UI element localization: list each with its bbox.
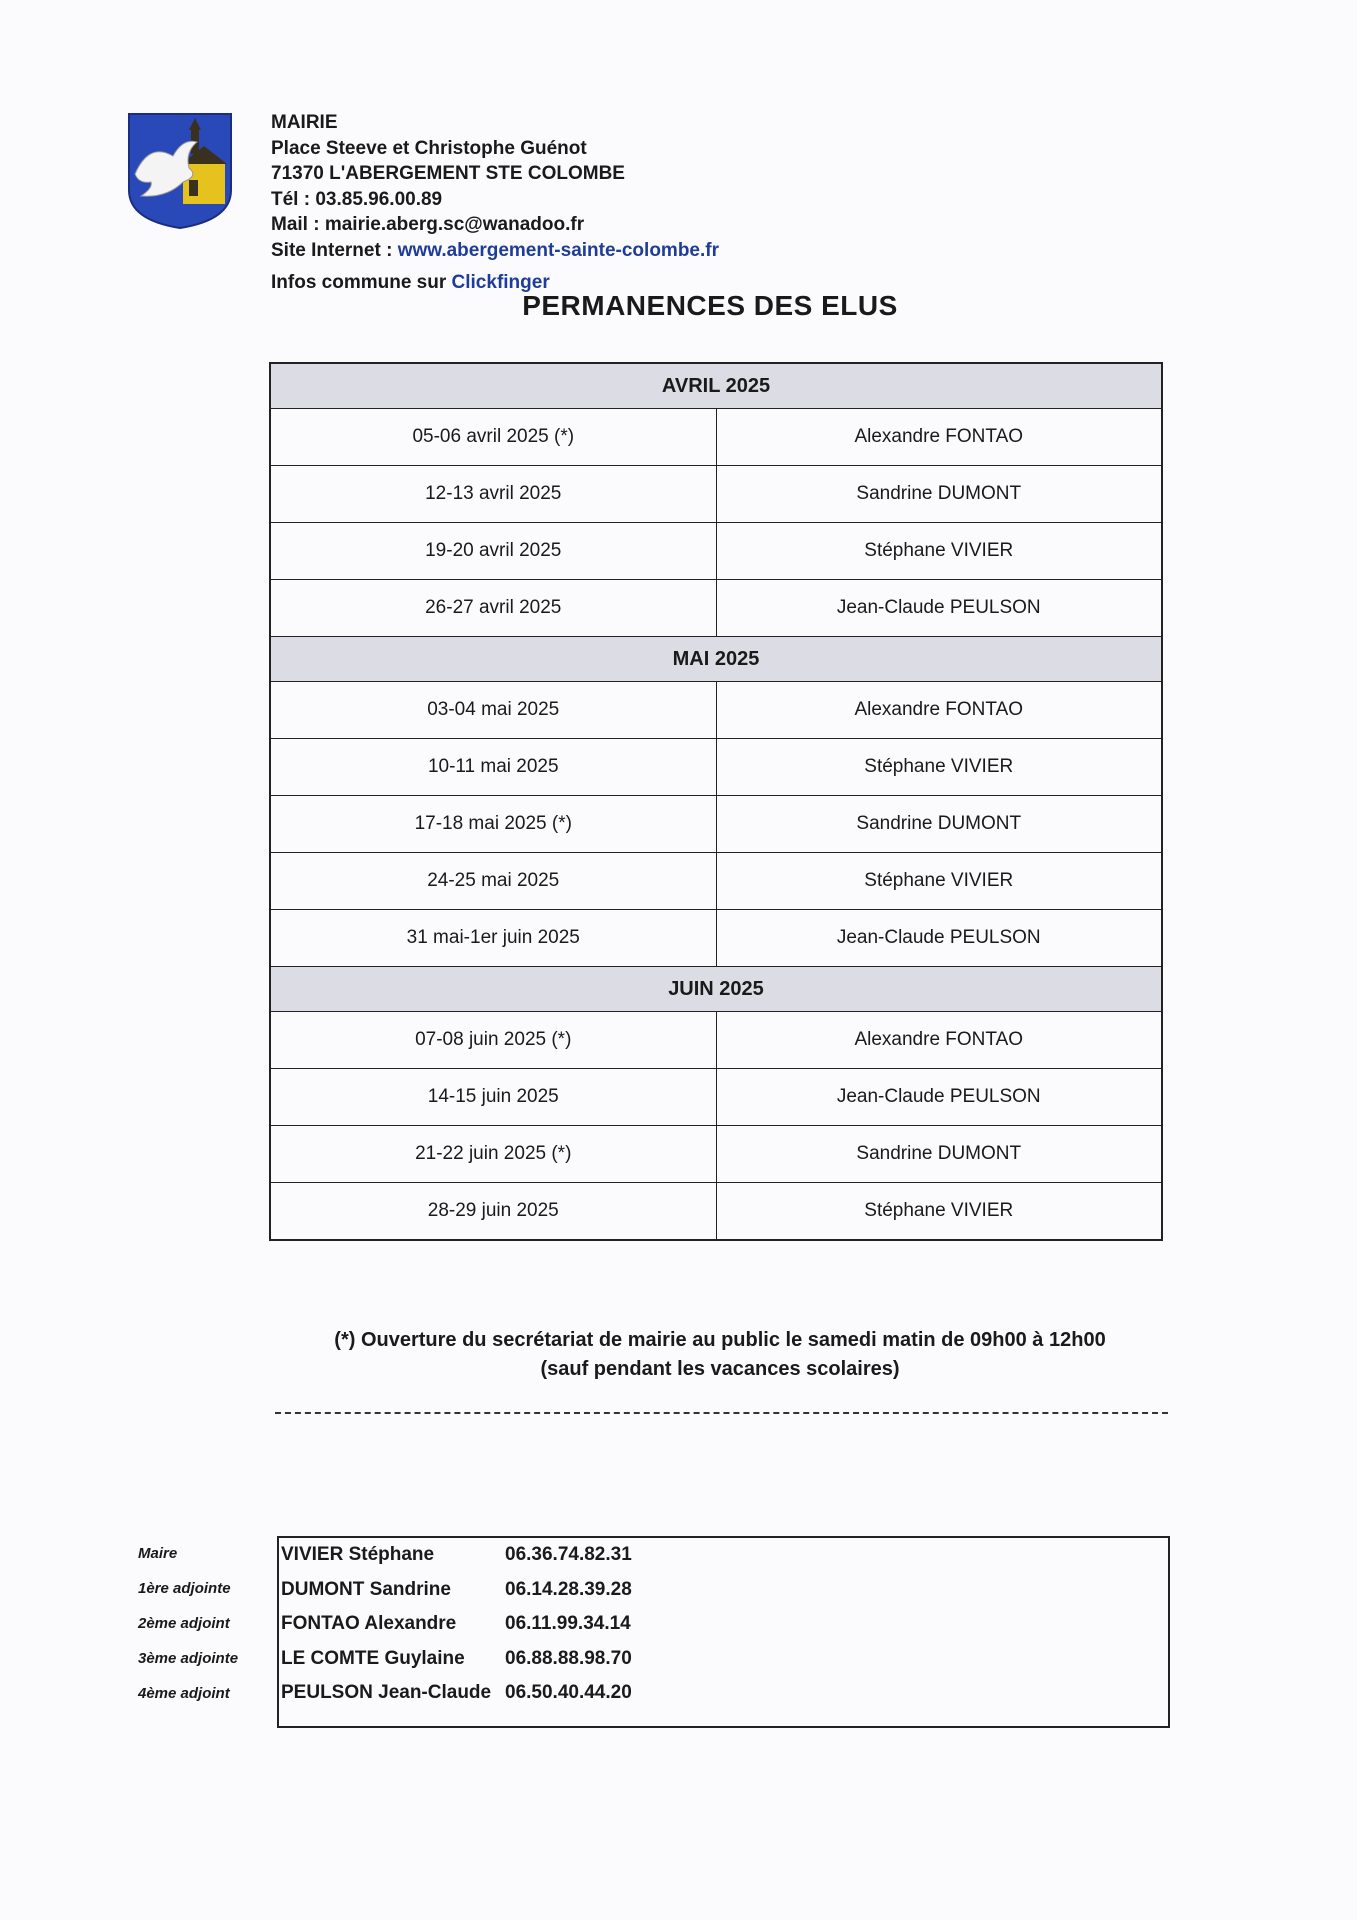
- month-label: MAI 2025: [270, 637, 1162, 682]
- header-city: 71370 L'ABERGEMENT STE COLOMBE: [271, 163, 625, 184]
- contact-row: [279, 1607, 1168, 1642]
- contact-phone: 06.50.40.44.20: [505, 1682, 632, 1703]
- name-cell: Sandrine DUMONT: [716, 466, 1162, 523]
- role-label: 1ère adjointe: [138, 1580, 231, 1597]
- role-label: Maire: [138, 1545, 178, 1562]
- contact-phone: 06.11.99.34.14: [505, 1613, 631, 1634]
- name-cell: Stéphane VIVIER: [716, 853, 1162, 910]
- table-row: [270, 1012, 1162, 1069]
- dashed-divider: [275, 1412, 1168, 1414]
- name-cell: Sandrine DUMONT: [716, 1126, 1162, 1183]
- date-cell: 28-29 juin 2025: [270, 1183, 716, 1241]
- contact-row: [279, 1676, 1168, 1711]
- header-address: Place Steeve et Christophe Guénot: [271, 137, 587, 159]
- date-cell: 24-25 mai 2025: [270, 853, 716, 910]
- name-cell: Alexandre FONTAO: [716, 682, 1162, 739]
- contact-phone: 06.14.28.39.28: [505, 1578, 632, 1600]
- clickfinger-link[interactable]: Clickfinger: [451, 272, 550, 293]
- table-row: [270, 1126, 1162, 1183]
- date-cell: 17-18 mai 2025 (*): [270, 796, 716, 853]
- date-cell: 14-15 juin 2025: [270, 1069, 716, 1126]
- date-cell: 07-08 juin 2025 (*): [270, 1012, 716, 1069]
- name-cell: Stéphane VIVIER: [716, 1183, 1162, 1241]
- month-header-row: [270, 967, 1162, 1012]
- contact-row: [279, 1538, 1168, 1573]
- header-infos: Infos commune sur Clickfinger: [271, 272, 550, 293]
- table-row: [270, 523, 1162, 580]
- contact-phone: 06.88.88.98.70: [505, 1647, 632, 1669]
- month-label: JUIN 2025: [270, 967, 1162, 1012]
- note-line-2: (sauf pendant les vacances scolaires): [540, 1358, 900, 1380]
- contact-name: LE COMTE Guylaine: [281, 1647, 465, 1669]
- name-cell: Jean-Claude PEULSON: [716, 910, 1162, 967]
- page-title: PERMANENCES DES ELUS: [522, 290, 898, 321]
- header-mail: Mail : mairie.aberg.sc@wanadoo.fr: [271, 214, 585, 235]
- month-header-row: [270, 637, 1162, 682]
- date-cell: 19-20 avril 2025: [270, 523, 716, 580]
- date-cell: 21-22 juin 2025 (*): [270, 1126, 716, 1183]
- header-tel: Tél : 03.85.96.00.89: [271, 188, 443, 210]
- date-cell: 05-06 avril 2025 (*): [270, 409, 716, 466]
- role-label: 4ème adjoint: [138, 1685, 230, 1702]
- coat-of-arms-logo: [127, 112, 233, 230]
- month-label: AVRIL 2025: [270, 363, 1162, 409]
- contact-row: [279, 1573, 1168, 1608]
- website-link[interactable]: www.abergement-sainte-colombe.fr: [397, 239, 719, 261]
- opening-hours-note: [300, 1326, 1140, 1384]
- schedule-table: [269, 362, 1163, 1241]
- table-row: [270, 910, 1162, 967]
- header-site: Site Internet : www.abergement-sainte-colombe.fr: [271, 239, 719, 261]
- table-row: [270, 853, 1162, 910]
- mail-address: mairie.aberg.sc@wanadoo.fr: [324, 214, 585, 235]
- contact-name: PEULSON Jean-Claude: [281, 1682, 492, 1703]
- name-cell: Stéphane VIVIER: [716, 739, 1162, 796]
- date-cell: 12-13 avril 2025: [270, 466, 716, 523]
- table-row: [270, 1183, 1162, 1241]
- table-row: [270, 466, 1162, 523]
- tel-number: 03.85.96.00.89: [315, 188, 443, 210]
- table-row: [270, 1069, 1162, 1126]
- name-cell: Jean-Claude PEULSON: [716, 1069, 1162, 1126]
- name-cell: Alexandre FONTAO: [716, 1012, 1162, 1069]
- name-cell: Alexandre FONTAO: [716, 409, 1162, 466]
- town-hall-header: [271, 110, 719, 296]
- roles-column: [138, 1541, 238, 1716]
- name-cell: Sandrine DUMONT: [716, 796, 1162, 853]
- header-title: MAIRIE: [271, 112, 338, 133]
- table-row: [270, 739, 1162, 796]
- date-cell: 26-27 avril 2025: [270, 580, 716, 637]
- contacts-box: [277, 1536, 1170, 1728]
- contact-name: FONTAO Alexandre: [281, 1613, 457, 1634]
- table-row: [270, 796, 1162, 853]
- table-row: [270, 409, 1162, 466]
- contact-row: [279, 1642, 1168, 1677]
- date-cell: 10-11 mai 2025: [270, 739, 716, 796]
- role-label: 3ème adjointe: [138, 1650, 239, 1667]
- name-cell: Jean-Claude PEULSON: [716, 580, 1162, 637]
- note-line-1: (*) Ouverture du secrétariat de mairie au public le samedi matin de 09h00 à 12h00: [334, 1329, 1106, 1351]
- date-cell: 03-04 mai 2025: [270, 682, 716, 739]
- contact-name: VIVIER Stéphane: [281, 1544, 435, 1565]
- table-row: [270, 682, 1162, 739]
- date-cell: 31 mai-1er juin 2025: [270, 910, 716, 967]
- contact-name: DUMONT Sandrine: [281, 1578, 451, 1600]
- name-cell: Stéphane VIVIER: [716, 523, 1162, 580]
- contact-phone: 06.36.74.82.31: [505, 1544, 632, 1565]
- table-row: [270, 580, 1162, 637]
- month-header-row: [270, 363, 1162, 409]
- role-label: 2ème adjoint: [138, 1615, 230, 1632]
